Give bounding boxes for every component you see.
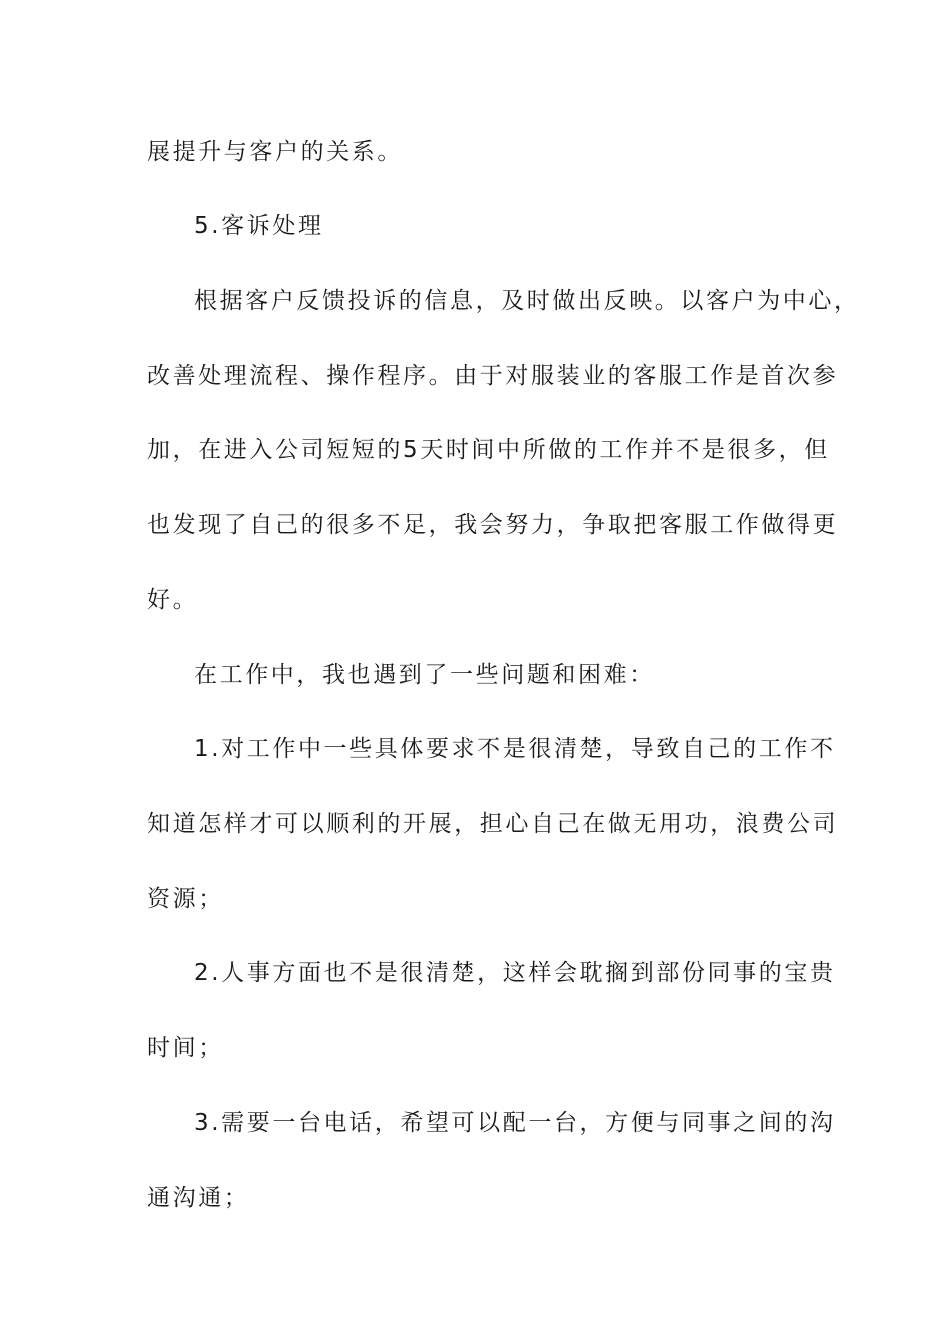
- text-line: 根据客户反馈投诉的信息，及时做出反映。以客户为中心，: [194, 288, 860, 314]
- text-line: 在工作中，我也遇到了一些问题和困难：: [194, 662, 655, 688]
- text-line: 加，在进入公司短短的5天时间中所做的工作并不是很多，但: [147, 437, 830, 463]
- text-line: 好。: [147, 587, 199, 613]
- list-item: 2.人事方面也不是很清楚，这样会耽搁到部份同事的宝贵: [194, 960, 836, 986]
- list-item: 1.对工作中一些具体要求不是很清楚，导致自己的工作不: [194, 736, 836, 762]
- text-line: 资源；: [147, 886, 224, 912]
- text-line: 通沟通；: [147, 1185, 250, 1211]
- text-line: 展提升与客户的关系。: [147, 139, 403, 165]
- text-line: 知道怎样才可以顺利的开展，担心自己在做无用功，浪费公司: [147, 811, 839, 837]
- text-line: 也发现了自己的很多不足，我会努力，争取把客服工作做得更: [147, 512, 839, 538]
- section-heading: 5.客诉处理: [194, 213, 324, 239]
- text-line: 时间；: [147, 1035, 224, 1061]
- list-item: 3.需要一台电话，希望可以配一台，方便与同事之间的沟: [194, 1110, 836, 1136]
- text-line: 改善处理流程、操作程序。由于对服装业的客服工作是首次参: [147, 363, 839, 389]
